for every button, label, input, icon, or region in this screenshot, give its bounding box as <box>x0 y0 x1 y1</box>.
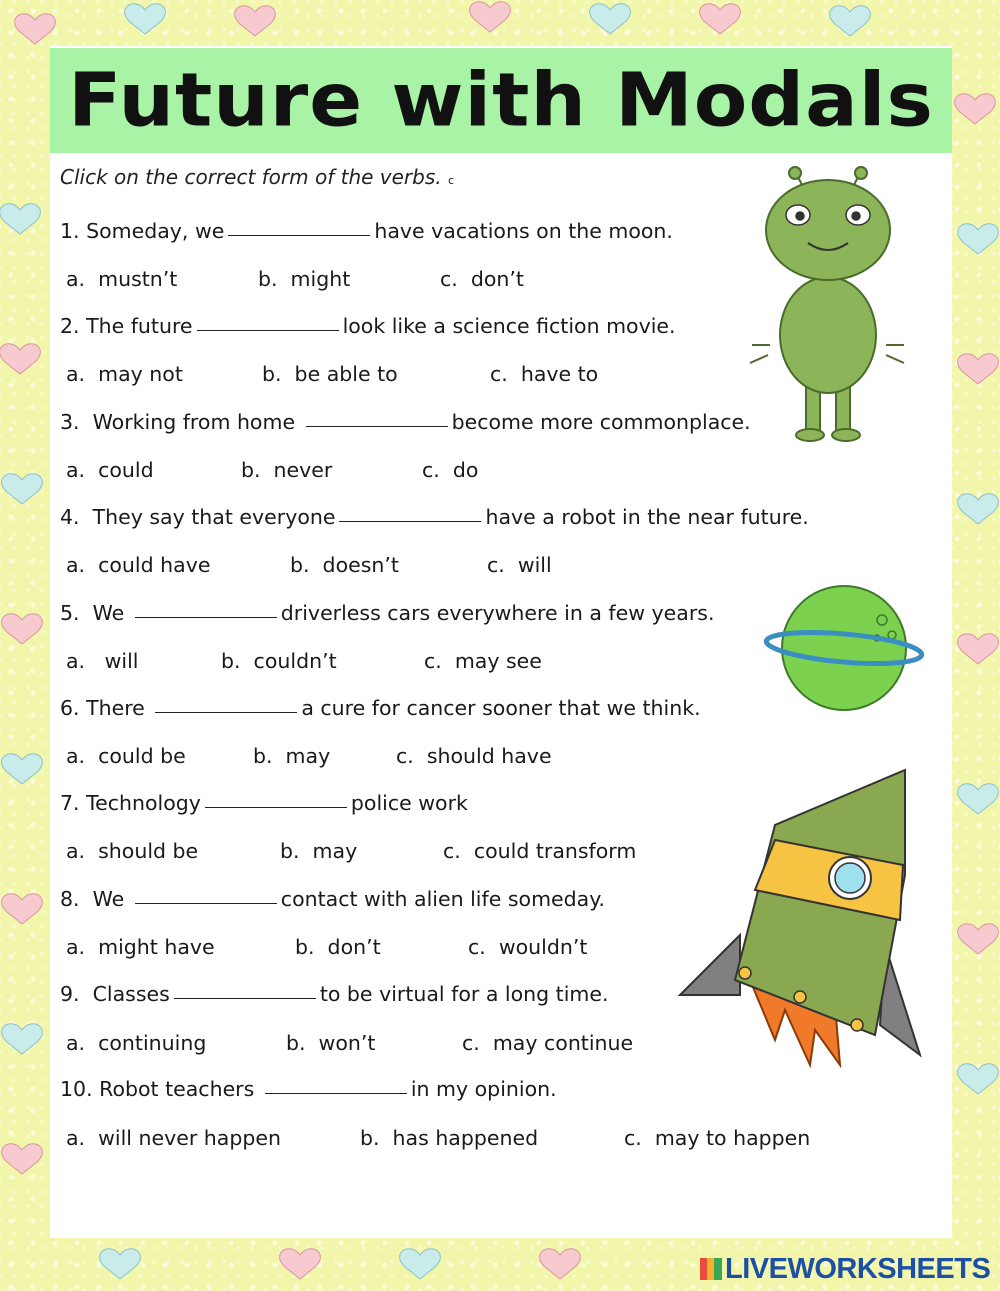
question-text-end: in my opinion. <box>410 1077 557 1101</box>
question-10 <box>60 1077 557 1101</box>
answer-blank[interactable] <box>155 712 297 713</box>
question-7 <box>60 791 468 815</box>
alien-illustration <box>748 165 908 445</box>
answer-option-10-b[interactable]: b. has happened <box>360 1126 539 1150</box>
answer-option-10-a[interactable]: a. will never happen <box>66 1126 281 1150</box>
answer-option-10-c[interactable]: c. may to happen <box>624 1126 811 1150</box>
answer-option-6-a[interactable]: a. could be <box>66 744 186 768</box>
question-3 <box>60 410 751 434</box>
answer-blank[interactable] <box>197 330 339 331</box>
answer-option-3-c[interactable]: c. do <box>422 458 479 482</box>
answer-option-2-c[interactable]: c. have to <box>490 362 599 386</box>
question-text-end: become more commonplace. <box>451 410 751 434</box>
answer-option-6-c[interactable]: c. should have <box>396 744 552 768</box>
answer-blank[interactable] <box>135 617 277 618</box>
question-6 <box>60 696 701 720</box>
answer-option-1-a[interactable]: a. mustn’t <box>66 267 178 291</box>
answer-blank[interactable] <box>265 1093 407 1094</box>
question-text-end: a cure for cancer sooner that we think. <box>301 696 701 720</box>
question-1 <box>60 219 673 243</box>
question-text-end: driverless cars everywhere in a few years. <box>280 601 715 625</box>
question-text: 3. Working from home <box>60 410 302 434</box>
question-text-end: have a robot in the near future. <box>485 505 809 529</box>
question-text: 10. Robot teachers <box>60 1077 261 1101</box>
title-banner <box>50 48 952 153</box>
answer-option-1-b[interactable]: b. might <box>258 267 351 291</box>
answer-option-5-c[interactable]: c. may see <box>424 649 542 673</box>
answer-option-9-a[interactable]: a. continuing <box>66 1031 207 1055</box>
answer-option-5-b[interactable]: b. couldn’t <box>221 649 337 673</box>
brand-text: LIVEWORKSHEETS <box>725 1252 991 1285</box>
instructions-mark: c <box>448 174 455 187</box>
question-4 <box>60 505 809 529</box>
question-text: 4. They say that everyone <box>60 505 336 529</box>
question-5 <box>60 601 714 625</box>
question-9 <box>60 982 609 1006</box>
answer-option-8-c[interactable]: c. wouldn’t <box>468 935 588 959</box>
instructions <box>60 165 454 189</box>
question-text: 5. We <box>60 601 131 625</box>
question-text: 1. Someday, we <box>60 219 225 243</box>
rocket-illustration <box>675 765 935 1085</box>
answer-blank[interactable] <box>174 998 316 999</box>
answer-option-4-b[interactable]: b. doesn’t <box>290 553 399 577</box>
answer-option-9-c[interactable]: c. may continue <box>462 1031 634 1055</box>
question-2 <box>60 314 676 338</box>
answer-option-4-a[interactable]: a. could have <box>66 553 211 577</box>
answer-blank[interactable] <box>339 521 481 522</box>
answer-option-2-a[interactable]: a. may not <box>66 362 183 386</box>
answer-blank[interactable] <box>306 426 448 427</box>
question-text: 2. The future <box>60 314 193 338</box>
liveworksheets-brand[interactable] <box>700 1252 992 1286</box>
answer-option-6-b[interactable]: b. may <box>253 744 331 768</box>
liveworksheets-logo-icon <box>700 1258 722 1280</box>
answer-option-1-c[interactable]: c. don’t <box>440 267 524 291</box>
answer-option-3-b[interactable]: b. never <box>241 458 333 482</box>
answer-option-7-c[interactable]: c. could transform <box>443 839 637 863</box>
question-text: 8. We <box>60 887 131 911</box>
answer-option-4-c[interactable]: c. will <box>487 553 552 577</box>
question-text-end: look like a science fiction movie. <box>342 314 676 338</box>
question-text-end: police work <box>350 791 468 815</box>
question-text-end: contact with alien life someday. <box>280 887 605 911</box>
question-text: 7. Technology <box>60 791 201 815</box>
answer-option-8-b[interactable]: b. don’t <box>295 935 381 959</box>
answer-option-5-a[interactable]: a. will <box>66 649 139 673</box>
answer-option-9-b[interactable]: b. won’t <box>286 1031 376 1055</box>
planet-illustration <box>762 580 932 720</box>
answer-option-2-b[interactable]: b. be able to <box>262 362 398 386</box>
answer-option-7-b[interactable]: b. may <box>280 839 358 863</box>
answer-option-3-a[interactable]: a. could <box>66 458 154 482</box>
answer-blank[interactable] <box>228 235 370 236</box>
question-text-end: have vacations on the moon. <box>374 219 673 243</box>
question-8 <box>60 887 605 911</box>
instructions-text: Click on the correct form of the verbs. <box>60 165 442 189</box>
answer-blank[interactable] <box>205 807 347 808</box>
page-title: Future with Modals <box>68 57 934 144</box>
answer-option-8-a[interactable]: a. might have <box>66 935 215 959</box>
question-text: 6. There <box>60 696 152 720</box>
question-text: 9. Classes <box>60 982 170 1006</box>
answer-option-7-a[interactable]: a. should be <box>66 839 199 863</box>
answer-blank[interactable] <box>135 903 277 904</box>
question-text-end: to be virtual for a long time. <box>319 982 609 1006</box>
